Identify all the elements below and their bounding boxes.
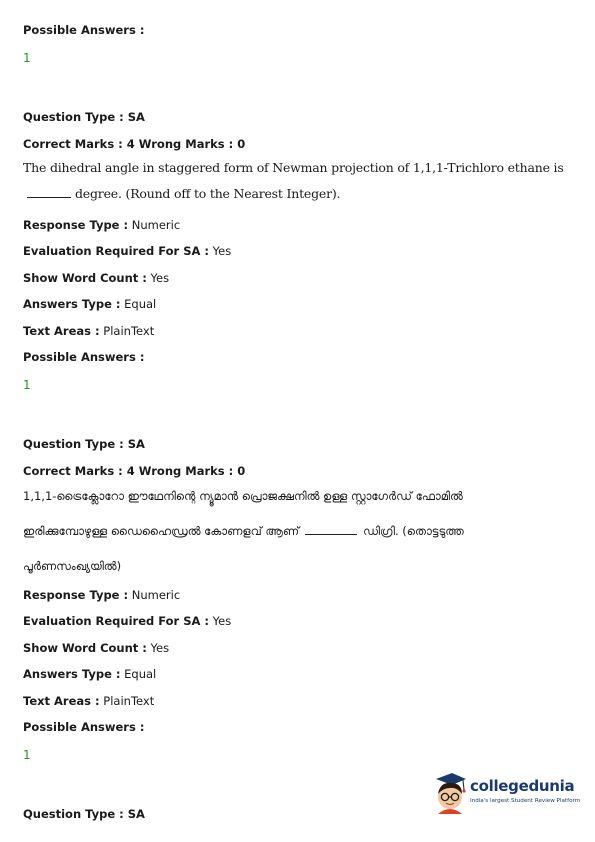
collegedunia-logo [430,770,590,820]
question-text-line-1: The dihedral angle in staggered form of Newman projection of 1,1,1-Trichloro ethane is [23,160,564,175]
answers-type: Answers Type : Equal [23,297,157,311]
possible-answer-value: 1 [23,51,31,65]
question-type: Question Type : SA [23,437,145,451]
possible-answers-label: Possible Answers : [23,23,145,37]
show-word-count: Show Word Count : Yes [23,641,170,655]
possible-answer-value: 1 [23,748,31,762]
answer-blank [305,524,357,535]
question-type: Question Type : SA [23,807,145,821]
possible-answers-label: Possible Answers : [23,720,145,734]
question-text-line-2: degree. (Round off to the Nearest Integer). [23,187,340,201]
response-type: Response Type : Numeric [23,218,181,232]
evaluation-required: Evaluation Required For SA : Yes [23,244,232,258]
text-areas: Text Areas : PlainText [23,324,155,338]
logo-wordmark: collegedunia [470,777,575,795]
response-type: Response Type : Numeric [23,588,181,602]
logo-tagline: India's largest Student Review Platform [470,798,581,804]
possible-answer-value: 1 [23,378,31,392]
possible-answers-label: Possible Answers : [23,350,145,364]
question-text-line-3: പൂർണസംഖ്യയിൽ) [23,559,122,573]
show-word-count: Show Word Count : Yes [23,271,170,285]
question-text-line-1: 1,1,1-ട്രൈക്ലോറോ ഈഥേനിന്റെ ന്യൂമാൻ പ്രൊജക്ഷനിൽ ഉള്ള സ്റ്റാഗേർഡ് ഫോമിൽ [23,489,463,503]
marks-line: Correct Marks : 4 Wrong Marks : 0 [23,464,246,478]
answer-blank [27,187,71,198]
question-text-line-2: ഇരിക്കുമ്പോഴുള്ള ഡൈഹൈഡ്രൽ കോണളവ് ആണ് ഡിഗ്രി. (തൊട്ടടുത്ത [23,524,464,538]
question-type: Question Type : SA [23,110,145,124]
answers-type: Answers Type : Equal [23,667,157,681]
evaluation-required: Evaluation Required For SA : Yes [23,614,232,628]
marks-line: Correct Marks : 4 Wrong Marks : 0 [23,137,246,151]
mascot-icon [430,770,470,816]
text-areas: Text Areas : PlainText [23,694,155,708]
